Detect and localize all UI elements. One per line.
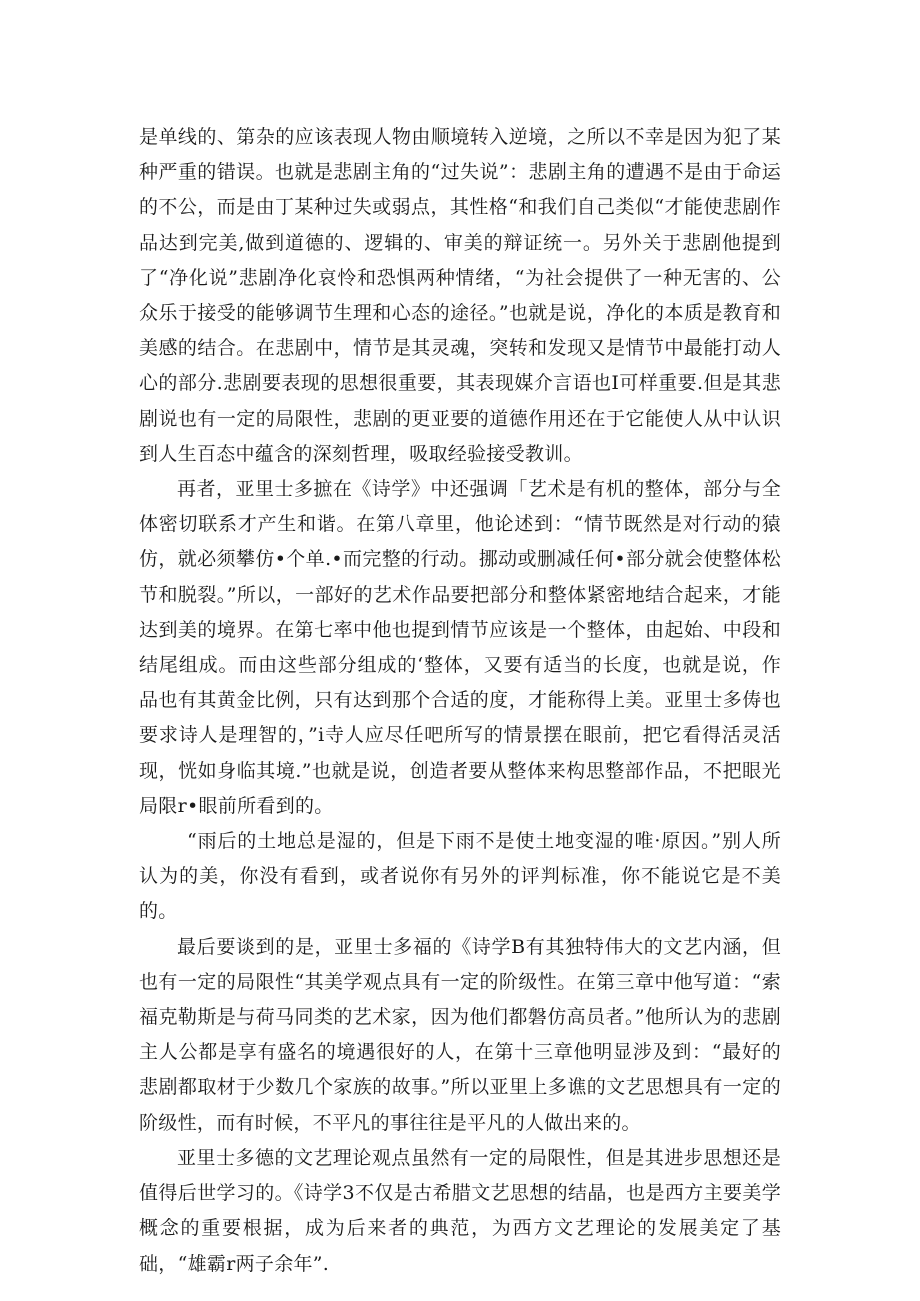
body-text [139, 120, 781, 1282]
paragraph-1: 是单线的、第杂的应该表现人物由顺境转入逆境，之所以不幸是因为犯了某种严重的错误。也就是悲剧主角的“过失说”：悲剧主角的遭遇不是由于命运的不公，而是由丁某种过失或弱点，其性格“和我们自己类似“才能使悲剧作品达到完美,做到道德的、逻辑的、审美的辩证统一。另外关于悲剧他提到了“净化说”悲剧净化哀怜和恐惧两种情绪，“为社会提供了一种无害的、公众乐于接受的能够调节生理和心态的途径。”也就是说，净化的本质是教育和美感的结合。在悲剧中，情节是其灵魂，突转和发现又是情节中最能打动人心的部分.悲剧要表现的思想很重要，其表现媒介言语也I可样重要.但是其悲剧说也有一定的局限性，悲剧的更亚要的道德作用还在于它能使人从中认识到人生百态中蕴含的深刻哲理，吸取经验接受教训。 [139, 126, 781, 465]
paragraph-3: “雨后的土地总是湿的，但是下雨不是使土地变湿的唯·原因。”别人所认为的美，你没有看到，或者说你有另外的评判标准，你不能说它是不美的。 [139, 830, 781, 923]
paragraph-4: 最后要谈到的是，亚里士多福的《诗学B有其独特伟大的文艺内涵，但也有一定的局限性“其美学观点具有一定的阶级性。在第三章中他写道：“索福克勒斯是与荷马同类的艺术家，因为他们都磐仿高员者。”他所认为的悲剧主人公都是享有盛名的境遇很好的人，在第十三章他明显涉及到：“最好的悲剧都取材于少数几个家族的故事。”所以亚里上多谯的文艺思想具有一定的阶级性，而有时候，不平凡的事往往是平凡的人做出来的。 [139, 935, 781, 1134]
paragraph-5: 亚里士多德的文艺理论观点虽然有一定的局限性，但是其进步思想还是值得后世学习的。《诗学3不仅是古希腊文艺思想的结晶，也是西方主要美学概念的重要根据，成为后来者的典范，为西方文艺理论的发展美定了基础，“雄霸r两子余年”. [139, 1146, 781, 1275]
paragraph-2: 再者，亚里士多摭在《诗学》中还强调「艺术是有机的整体，部分与全体密切联系才产生和谐。在第八章里，他论述到：“情节既然是对行动的猿仿，就必须攀仿•个单.•而完整的行动。挪动或删减任何•部分就会使整体松节和脱裂。”所以，一部好的艺术作品要把部分和整体紧密地结合起来，才能达到美的境界。在第七率中他也提到情节应该是一个整体，由起始、中段和结尾组成。而由这些部分组成的‘整体，又要有适当的长度，也就是说，作品也有其黄金比例，只有达到那个合适的度，才能称得上美。亚里士多俦也要求诗人是理智的，”i寺人应尽任吧所写的情景摆在眼前，把它看得活灵活现，恍如身临其境.”也就是说，创造者要从整体来构思整部作品，不把眼光局限r•眼前所看到的。 [139, 478, 781, 817]
